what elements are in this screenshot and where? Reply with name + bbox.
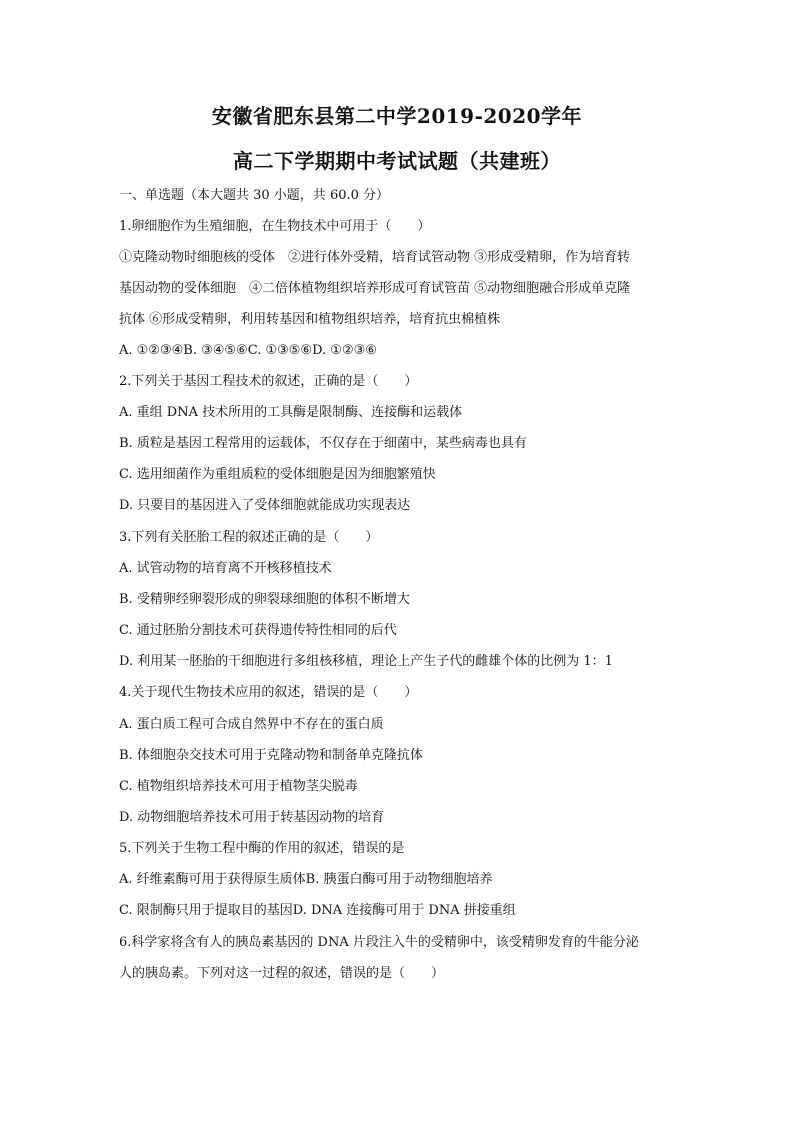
question-3-stem: 3.下列有关胚胎工程的叙述正确的是（ ）: [119, 530, 379, 545]
question-1-stem: 1.卵细胞作为生殖细胞，在生物技术中可用于（ ）: [119, 219, 431, 234]
question-2-stem: 2.下列关于基因工程技术的叙述，正确的是（ ）: [119, 374, 418, 389]
question-6-line: 人的胰岛素。下列对这一过程的叙述，错误的是（ ）: [119, 966, 445, 981]
question-6-stem: 6.科学家将含有人的胰岛素基因的 DNA 片段注入牛的受精卵中，该受精卵发育的牛能分泌: [119, 935, 639, 950]
question-4-option-a: A. 蛋白质工程可合成自然界中不存在的蛋白质: [119, 717, 384, 732]
question-1-line: 抗体 ⑥形成受精卵，利用转基因和植物组织培养，培育抗虫棉植株: [119, 312, 501, 327]
question-4-option-b: B. 体细胞杂交技术可用于克隆动物和制备单克隆抗体: [119, 748, 423, 763]
question-1-options: A. ①②③④B. ③④⑤⑥C. ①③⑤⑥D. ①②③⑥: [119, 343, 377, 358]
question-4-option-d: D. 动物细胞培养技术可用于转基因动物的培育: [119, 810, 385, 825]
question-1-line: ①克隆动物时细胞核的受体 ②进行体外受精，培育试管动物 ③形成受精卵，作为培育转: [119, 250, 631, 265]
question-2-option-b: B. 质粒是基因工程常用的运载体，不仅存在于细菌中，某些病毒也具有: [119, 436, 527, 451]
question-3-option-c: C. 通过胚胎分割技术可获得遗传特性相同的后代: [119, 623, 397, 638]
question-3-option-a: A. 试管动物的培育离不开核移植技术: [119, 561, 332, 576]
question-5-options-ab: A. 纤维素酶可用于获得原生质体B. 胰蛋白酶可用于动物细胞培养: [119, 872, 493, 887]
question-5-stem: 5.下列关于生物工程中酶的作用的叙述，错误的是: [119, 841, 405, 856]
page-title-line-2: 高二下学期期中考试试题（共建班）: [233, 149, 561, 173]
question-5-options-cd: C. 限制酶只用于提取目的基因D. DNA 连接酶可用于 DNA 拼接重组: [119, 903, 516, 918]
question-3-option-b: B. 受精卵经卵裂形成的卵裂球细胞的体积不断增大: [119, 592, 410, 607]
question-3-option-d: D. 利用某一胚胎的干细胞进行多组核移植，理论上产生子代的雌雄个体的比例为 1：1: [119, 654, 613, 669]
section-heading: 一、单选题（本大题共 30 小题，共 60.0 分）: [119, 188, 390, 203]
question-4-option-c: C. 植物组织培养技术可用于植物茎尖脱毒: [119, 779, 358, 794]
question-4-stem: 4.关于现代生物技术应用的叙述，错误的是（ ）: [119, 685, 418, 700]
page-title-line-1: 安徽省肥东县第二中学2019-2020学年: [211, 104, 583, 128]
question-2-option-d: D. 只要目的基因进入了受体细胞就能成功实现表达: [119, 498, 411, 513]
question-2-option-c: C. 选用细菌作为重组质粒的受体细胞是因为细胞繁殖快: [119, 467, 436, 482]
question-1-line: 基因动物的受体细胞 ④二倍体植物组织培养形成可育试管苗 ⑤动物细胞融合形成单克隆: [119, 281, 631, 296]
question-2-option-a: A. 重组 DNA 技术所用的工具酶是限制酶、连接酶和运载体: [119, 405, 463, 420]
